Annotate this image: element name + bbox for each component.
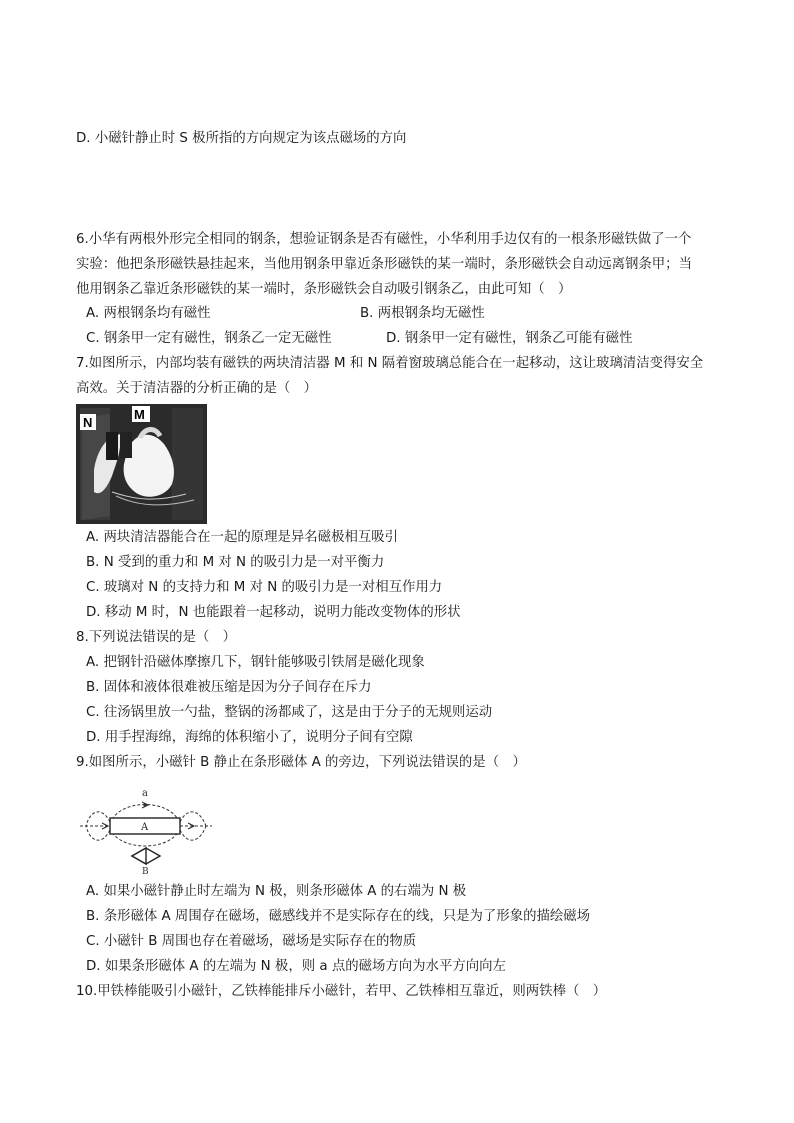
option-d-prev: D. 小磁针静止时 S 极所指的方向规定为该点磁场的方向 [76, 131, 407, 146]
question-7-line-1: 7.如图所示，内部均装有磁铁的两块清洁器 M 和 N 隔着窗玻璃总能合在一起移动，这让玻璃清洁变得安全 [76, 356, 704, 371]
question-6-line-2: 实验：他把条形磁铁悬挂起来，当他用钢条甲靠近条形磁铁的某一端时，条形磁铁会自动远离钢条甲；当 [76, 257, 692, 272]
label-n: N [83, 415, 93, 430]
q8-option-c: C. 往汤锅里放一勺盐，整锅的汤都咸了，这是由于分子的无规则运动 [86, 705, 493, 720]
label-m: M [134, 407, 145, 422]
q6-option-d: D. 钢条甲一定有磁性，钢条乙可能有磁性 [386, 331, 633, 346]
q6-option-a: A. 两根钢条均有磁性 [86, 306, 211, 321]
question-6-line-3: 他用钢条乙靠近条形磁铁的某一端时，条形磁铁会自动吸引钢条乙，由此可知（ ） [76, 282, 572, 297]
question-10-stem: 10.甲铁棒能吸引小磁针，乙铁棒能排斥小磁针，若甲、乙铁棒相互靠近，则两铁棒（ ） [76, 984, 607, 999]
question-6-line-1: 6.小华有两根外形完全相同的钢条，想验证钢条是否有磁性，小华利用手边仅有的一根条形磁铁做了一个 [76, 232, 692, 247]
q8-option-d: D. 用手捏海绵，海绵的体积缩小了，说明分子间有空隙 [86, 730, 413, 745]
bar-magnet-diagram [80, 786, 212, 874]
q9-option-a: A. 如果小磁针静止时左端为 N 极，则条形磁体 A 的右端为 N 极 [86, 884, 467, 899]
q9-option-c: C. 小磁针 B 周围也存在着磁场，磁场是实际存在的物质 [86, 934, 417, 949]
q8-option-b: B. 固体和液体很难被压缩是因为分子间存在斥力 [86, 680, 372, 695]
question-9-stem: 9.如图所示，小磁针 B 静止在条形磁体 A 的旁边，下列说法错误的是（ ） [76, 755, 526, 770]
q7-option-c: C. 玻璃对 N 的支持力和 M 对 N 的吸引力是一对相互作用力 [86, 580, 443, 595]
q6-option-c: C. 钢条甲一定有磁性，钢条乙一定无磁性 [86, 331, 332, 346]
window-cleaner-photo [76, 404, 207, 524]
q6-option-b: B. 两根钢条均无磁性 [360, 306, 485, 321]
label-point-a: a [142, 788, 148, 799]
q7-option-a: A. 两块清洁器能合在一起的原理是异名磁极相互吸引 [86, 530, 399, 545]
label-needle-b: B [142, 867, 149, 874]
q7-option-d: D. 移动 M 时，N 也能跟着一起移动，说明力能改变物体的形状 [86, 605, 461, 620]
q9-option-d: D. 如果条形磁体 A 的左端为 N 极，则 a 点的磁场方向为水平方向向左 [86, 959, 506, 974]
question-8-stem: 8.下列说法错误的是（ ） [76, 630, 237, 645]
q7-option-b: B. N 受到的重力和 M 对 N 的吸引力是一对平衡力 [86, 555, 385, 570]
q9-option-b: B. 条形磁体 A 周围存在磁场，磁感线并不是实际存在的线，只是为了形象的描绘磁场 [86, 909, 591, 924]
label-magnet-a: A [141, 822, 149, 833]
q8-option-a: A. 把钢针沿磁体摩擦几下，钢针能够吸引铁屑是磁化现象 [86, 655, 425, 670]
question-7-line-2: 高效。关于清洁器的分析正确的是（ ） [76, 381, 318, 396]
